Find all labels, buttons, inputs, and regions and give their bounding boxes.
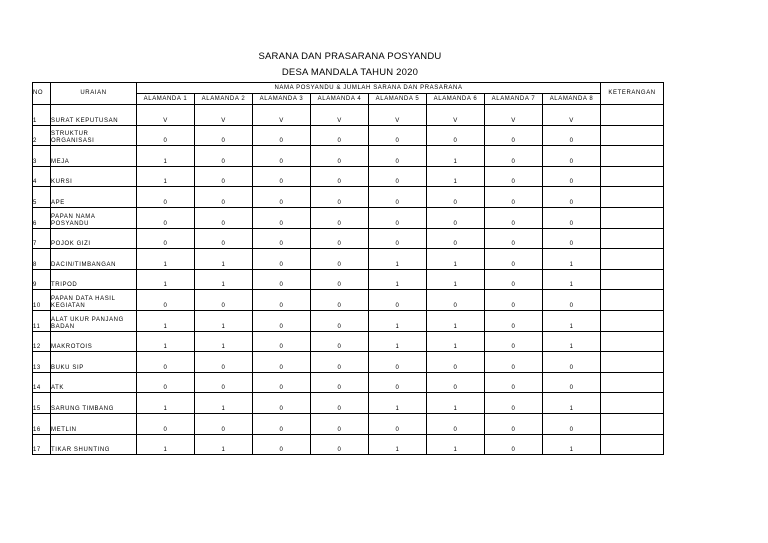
cell-alamanda-7: 0 (485, 434, 543, 455)
row-uraian (51, 290, 137, 311)
cell-alamanda-8: 0 (543, 207, 601, 228)
cell-keterangan (601, 249, 664, 270)
row-uraian (51, 166, 137, 187)
cell-alamanda-1: 0 (137, 372, 195, 393)
cell-alamanda-7: 0 (485, 310, 543, 331)
row-number: 12 (33, 331, 51, 352)
cell-alamanda-6: 0 (427, 372, 485, 393)
row-uraian (51, 146, 137, 167)
row-uraian (51, 413, 137, 434)
uraian-line: STRUKTUR (51, 131, 89, 138)
header-alamanda-3: ALAMANDA 3 (253, 94, 311, 105)
cell-alamanda-8: 0 (543, 146, 601, 167)
table-row (33, 187, 664, 208)
cell-alamanda-6: V (427, 105, 485, 126)
uraian-line: KURSI (51, 179, 73, 186)
cell-alamanda-7: 0 (485, 352, 543, 373)
cell-alamanda-8: 0 (543, 352, 601, 373)
header-keterangan: KETERANGAN (601, 83, 664, 105)
cell-alamanda-6: 1 (427, 331, 485, 352)
uraian-line: TIKAR SHUNTING (51, 447, 111, 454)
cell-alamanda-4: 0 (311, 228, 369, 249)
cell-alamanda-6: 0 (427, 125, 485, 146)
header-alamanda-1: ALAMANDA 1 (137, 94, 195, 105)
cell-alamanda-8: 0 (543, 187, 601, 208)
cell-alamanda-6: 1 (427, 393, 485, 414)
cell-alamanda-8: 1 (543, 269, 601, 290)
cell-keterangan (601, 166, 664, 187)
table-row (33, 331, 664, 352)
table-row (33, 352, 664, 373)
cell-alamanda-1: 0 (137, 228, 195, 249)
cell-keterangan (601, 372, 664, 393)
cell-alamanda-6: 1 (427, 146, 485, 167)
cell-alamanda-1: 0 (137, 207, 195, 228)
cell-alamanda-3: 0 (253, 146, 311, 167)
cell-alamanda-3: 0 (253, 352, 311, 373)
cell-alamanda-5: 0 (369, 166, 427, 187)
row-number: 3 (33, 146, 51, 167)
document-title: SARANA DAN PRASARANA POSYANDU (258, 51, 442, 62)
cell-alamanda-4: 0 (311, 310, 369, 331)
table-row (33, 228, 664, 249)
cell-alamanda-5: 1 (369, 331, 427, 352)
cell-keterangan (601, 413, 664, 434)
cell-keterangan (601, 146, 664, 167)
cell-alamanda-4: 0 (311, 187, 369, 208)
table-row (33, 434, 664, 455)
cell-alamanda-7: V (485, 105, 543, 126)
cell-alamanda-2: 0 (195, 352, 253, 373)
cell-alamanda-8: 0 (543, 290, 601, 311)
cell-alamanda-7: 0 (485, 146, 543, 167)
cell-alamanda-4: 0 (311, 413, 369, 434)
cell-alamanda-8: 1 (543, 393, 601, 414)
table-row (33, 105, 664, 126)
header-alamanda-8: ALAMANDA 8 (543, 94, 601, 105)
document-subtitle: DESA MANDALA TAHUN 2020 (281, 67, 419, 78)
cell-alamanda-7: 0 (485, 166, 543, 187)
uraian-line: ALAT UKUR PANJANG (51, 316, 124, 323)
cell-alamanda-5: 1 (369, 310, 427, 331)
cell-alamanda-4: 0 (311, 434, 369, 455)
cell-alamanda-4: 0 (311, 352, 369, 373)
cell-alamanda-5: V (369, 105, 427, 126)
cell-keterangan (601, 434, 664, 455)
row-uraian (51, 125, 137, 146)
cell-alamanda-8: 1 (543, 434, 601, 455)
cell-keterangan (601, 125, 664, 146)
cell-alamanda-3: 0 (253, 331, 311, 352)
cell-alamanda-5: 0 (369, 125, 427, 146)
cell-alamanda-4: 0 (311, 393, 369, 414)
cell-alamanda-2: 1 (195, 393, 253, 414)
header-row-top (33, 83, 664, 94)
cell-alamanda-6: 1 (427, 166, 485, 187)
cell-alamanda-2: V (195, 105, 253, 126)
cell-alamanda-7: 0 (485, 393, 543, 414)
cell-alamanda-6: 1 (427, 310, 485, 331)
uraian-line: POJOK GIZI (51, 241, 91, 248)
cell-alamanda-3: 0 (253, 228, 311, 249)
row-number: 2 (33, 125, 51, 146)
uraian-line: SURAT KEPUTUSAN (51, 117, 119, 124)
row-number: 1 (33, 105, 51, 126)
uraian-line: PAPAN DATA HASIL (51, 295, 116, 302)
header-group: NAMA POSYANDU & JUMLAH SARANA DAN PRASARANA (137, 83, 601, 94)
cell-alamanda-2: 1 (195, 269, 253, 290)
cell-alamanda-6: 0 (427, 207, 485, 228)
cell-alamanda-1: 1 (137, 393, 195, 414)
uraian-line: TRIPOD (51, 282, 78, 289)
table-row (33, 166, 664, 187)
cell-keterangan (601, 187, 664, 208)
cell-alamanda-1: V (137, 105, 195, 126)
cell-alamanda-3: 0 (253, 207, 311, 228)
cell-alamanda-7: 0 (485, 372, 543, 393)
row-uraian (51, 372, 137, 393)
cell-alamanda-3: 0 (253, 393, 311, 414)
cell-alamanda-5: 0 (369, 146, 427, 167)
cell-alamanda-2: 0 (195, 228, 253, 249)
cell-alamanda-6: 0 (427, 228, 485, 249)
cell-alamanda-3: 0 (253, 372, 311, 393)
cell-alamanda-5: 1 (369, 434, 427, 455)
cell-alamanda-2: 1 (195, 249, 253, 270)
row-uraian (51, 331, 137, 352)
row-number: 4 (33, 166, 51, 187)
cell-alamanda-5: 1 (369, 269, 427, 290)
cell-alamanda-7: 0 (485, 249, 543, 270)
uraian-line: POSYANDU (51, 220, 90, 227)
cell-alamanda-7: 0 (485, 187, 543, 208)
cell-keterangan (601, 310, 664, 331)
cell-alamanda-5: 0 (369, 372, 427, 393)
cell-alamanda-3: 0 (253, 290, 311, 311)
cell-alamanda-2: 0 (195, 146, 253, 167)
cell-alamanda-6: 0 (427, 352, 485, 373)
cell-alamanda-4: 0 (311, 125, 369, 146)
row-number: 5 (33, 187, 51, 208)
cell-alamanda-6: 1 (427, 249, 485, 270)
uraian-line: DACIN/TIMBANGAN (51, 261, 117, 268)
cell-alamanda-5: 0 (369, 290, 427, 311)
cell-keterangan (601, 228, 664, 249)
row-number: 8 (33, 249, 51, 270)
cell-alamanda-8: 0 (543, 413, 601, 434)
uraian-line: KEGIATAN (51, 302, 86, 309)
cell-alamanda-1: 1 (137, 310, 195, 331)
cell-alamanda-2: 0 (195, 413, 253, 434)
cell-alamanda-7: 0 (485, 331, 543, 352)
cell-alamanda-7: 0 (485, 413, 543, 434)
cell-alamanda-1: 1 (137, 434, 195, 455)
uraian-line: MAKROTOIS (51, 344, 93, 351)
row-number: 11 (33, 310, 51, 331)
row-number: 15 (33, 393, 51, 414)
table-row (33, 269, 664, 290)
cell-alamanda-4: 0 (311, 290, 369, 311)
cell-alamanda-4: V (311, 105, 369, 126)
cell-alamanda-6: 0 (427, 187, 485, 208)
cell-keterangan (601, 352, 664, 373)
uraian-line: BADAN (51, 323, 75, 330)
cell-alamanda-5: 0 (369, 413, 427, 434)
cell-alamanda-2: 0 (195, 187, 253, 208)
row-number: 14 (33, 372, 51, 393)
facilities-table (32, 82, 664, 455)
cell-keterangan (601, 393, 664, 414)
cell-alamanda-3: 0 (253, 310, 311, 331)
cell-alamanda-2: 0 (195, 207, 253, 228)
row-uraian (51, 249, 137, 270)
uraian-line: METLIN (51, 426, 77, 433)
cell-alamanda-1: 1 (137, 249, 195, 270)
cell-alamanda-8: 0 (543, 166, 601, 187)
cell-alamanda-3: 0 (253, 269, 311, 290)
cell-alamanda-3: 0 (253, 125, 311, 146)
cell-alamanda-7: 0 (485, 228, 543, 249)
cell-alamanda-2: 1 (195, 310, 253, 331)
cell-alamanda-8: 0 (543, 372, 601, 393)
row-uraian (51, 187, 137, 208)
header-alamanda-6: ALAMANDA 6 (427, 94, 485, 105)
cell-alamanda-2: 0 (195, 290, 253, 311)
cell-alamanda-3: 0 (253, 166, 311, 187)
table-row (33, 207, 664, 228)
cell-alamanda-4: 0 (311, 372, 369, 393)
cell-alamanda-5: 0 (369, 352, 427, 373)
cell-keterangan (601, 207, 664, 228)
cell-alamanda-2: 1 (195, 331, 253, 352)
cell-alamanda-5: 1 (369, 249, 427, 270)
cell-alamanda-1: 0 (137, 413, 195, 434)
cell-alamanda-5: 1 (369, 393, 427, 414)
uraian-line: MEJA (51, 158, 70, 165)
table-row (33, 372, 664, 393)
cell-alamanda-2: 0 (195, 125, 253, 146)
table-row (33, 413, 664, 434)
header-alamanda-5: ALAMANDA 5 (369, 94, 427, 105)
header-uraian: URAIAN (51, 83, 137, 105)
row-number: 13 (33, 352, 51, 373)
cell-alamanda-5: 0 (369, 207, 427, 228)
cell-alamanda-8: 1 (543, 310, 601, 331)
cell-alamanda-2: 0 (195, 166, 253, 187)
cell-alamanda-1: 0 (137, 125, 195, 146)
table-row (33, 249, 664, 270)
cell-alamanda-8: 0 (543, 228, 601, 249)
uraian-line: ORGANISASI (51, 138, 95, 145)
cell-alamanda-1: 1 (137, 269, 195, 290)
cell-alamanda-1: 0 (137, 352, 195, 373)
cell-keterangan (601, 105, 664, 126)
cell-alamanda-3: 0 (253, 413, 311, 434)
row-number: 17 (33, 434, 51, 455)
row-number: 7 (33, 228, 51, 249)
cell-alamanda-4: 0 (311, 146, 369, 167)
cell-alamanda-6: 1 (427, 434, 485, 455)
row-uraian (51, 207, 137, 228)
table-row (33, 146, 664, 167)
cell-alamanda-4: 0 (311, 331, 369, 352)
cell-alamanda-4: 0 (311, 166, 369, 187)
cell-alamanda-1: 0 (137, 187, 195, 208)
cell-alamanda-7: 0 (485, 125, 543, 146)
row-number: 6 (33, 207, 51, 228)
header-alamanda-7: ALAMANDA 7 (485, 94, 543, 105)
table-row (33, 125, 664, 146)
cell-alamanda-8: 1 (543, 331, 601, 352)
cell-alamanda-1: 1 (137, 331, 195, 352)
cell-alamanda-5: 0 (369, 187, 427, 208)
cell-alamanda-3: V (253, 105, 311, 126)
cell-alamanda-7: 0 (485, 207, 543, 228)
cell-alamanda-4: 0 (311, 249, 369, 270)
cell-alamanda-6: 1 (427, 269, 485, 290)
table-row (33, 290, 664, 311)
row-number: 16 (33, 413, 51, 434)
cell-alamanda-4: 0 (311, 269, 369, 290)
row-number: 10 (33, 290, 51, 311)
row-uraian (51, 434, 137, 455)
cell-alamanda-7: 0 (485, 269, 543, 290)
row-uraian (51, 269, 137, 290)
table-row (33, 310, 664, 331)
cell-alamanda-1: 1 (137, 166, 195, 187)
cell-alamanda-3: 0 (253, 434, 311, 455)
uraian-line: SARUNG TIMBANG (51, 405, 114, 412)
table-row (33, 393, 664, 414)
cell-alamanda-8: 0 (543, 125, 601, 146)
row-uraian (51, 105, 137, 126)
cell-alamanda-2: 0 (195, 372, 253, 393)
uraian-line: APE (51, 199, 65, 206)
cell-alamanda-6: 0 (427, 290, 485, 311)
row-number: 9 (33, 269, 51, 290)
header-alamanda-2: ALAMANDA 2 (195, 94, 253, 105)
header-alamanda-4: ALAMANDA 4 (311, 94, 369, 105)
cell-alamanda-8: 1 (543, 249, 601, 270)
cell-alamanda-8: V (543, 105, 601, 126)
row-uraian (51, 228, 137, 249)
cell-alamanda-4: 0 (311, 207, 369, 228)
cell-alamanda-1: 0 (137, 290, 195, 311)
cell-alamanda-3: 0 (253, 249, 311, 270)
uraian-line: PAPAN NAMA (51, 213, 96, 220)
table-body (33, 105, 664, 455)
cell-alamanda-5: 0 (369, 228, 427, 249)
cell-alamanda-6: 0 (427, 413, 485, 434)
header-no: NO (33, 83, 51, 105)
cell-alamanda-2: 1 (195, 434, 253, 455)
cell-alamanda-3: 0 (253, 187, 311, 208)
row-uraian (51, 310, 137, 331)
row-uraian (51, 352, 137, 373)
cell-alamanda-7: 0 (485, 290, 543, 311)
cell-keterangan (601, 331, 664, 352)
cell-keterangan (601, 290, 664, 311)
uraian-line: BUKU SIP (51, 364, 84, 371)
uraian-line: ATK (51, 385, 65, 392)
cell-keterangan (601, 269, 664, 290)
row-uraian (51, 393, 137, 414)
cell-alamanda-1: 1 (137, 146, 195, 167)
